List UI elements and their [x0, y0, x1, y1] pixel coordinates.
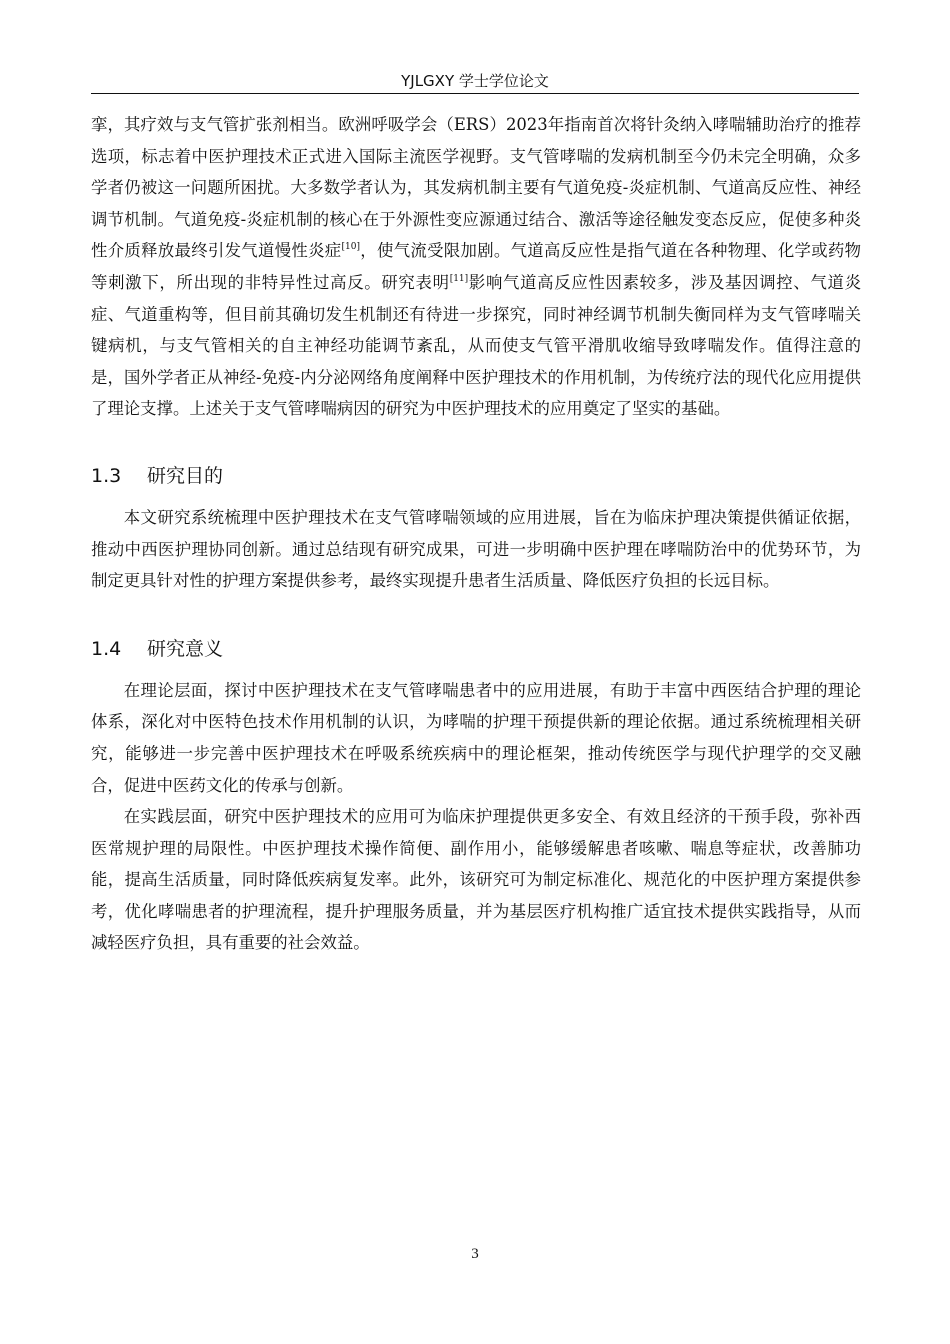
section-title: 研究目的 [147, 464, 224, 487]
intro-text-part-3: 影响气道高反应性因素较多，涉及基因调控、气道炎症、气道重构等，但目前其确切发生机制还有待进一步探究，同时神经调节机制失衡同样为支气管哮喘关键病机，与支气管相关的自主神经功能调节紊乱，从而使支气管平滑肌收缩导致哮喘发作。值得注意的是，国外学者正从神经-免疫-内分泌网络角度阐释中医护理技术的作用机制，为传统疗法的现代化应用提供了理论支撑。上述关于支气管哮喘病因的研究为中医护理技术的应用奠定了坚实的基础。 [91, 272, 862, 419]
practical-significance-paragraph: 在实践层面，研究中医护理技术的应用可为临床护理提供更多安全、有效且经济的干预手段，弥补西医常规护理的局限性。中医护理技术操作简便、副作用小，能够缓解患者咳嗽、喘息等症状，改善肺功能，提高生活质量，同时降低疾病复发率。此外，该研究可为制定标准化、规范化的中医护理方案提供参考，优化哮喘患者的护理流程，提升护理服务质量，并为基层医疗机构推广适宜技术提供实践指导，从而减轻医疗负担，具有重要的社会效益。 [91, 807, 861, 953]
research-purpose-paragraph: 本文研究系统梳理中医护理技术在支气管哮喘领域的应用进展，旨在为临床护理决策提供循证依据，推动中西医护理协同创新。通过总结现有研究成果，可进一步明确中医护理在哮喘防治中的优势环节，为制定更具针对性的护理方案提供参考，最终实现提升患者生活质量、降低医疗负担的长远目标。 [91, 507, 861, 591]
running-header: YJLGXY 学士学位论文 [401, 72, 549, 90]
header-rule [91, 93, 859, 94]
intro-text-part-2: ，使气流受限加剧。气道高反应性是指气道在各种物理、化学或药物等刺激下，所出现的非特异性过高反。研究表明 [91, 241, 862, 292]
section-heading-1-3 [91, 462, 861, 490]
section-title: 研究意义 [147, 637, 224, 660]
citation-10[interactable]: [10] [341, 242, 360, 253]
section-heading-1-4 [91, 635, 861, 663]
section-number: 1.3 [91, 464, 122, 487]
intro-text-part-1: 挛，其疗效与支气管扩张剂相当。欧洲呼吸学会（ERS）2023年指南首次将针灸纳入哮喘辅助治疗的推荐选项，标志着中医护理技术正式进入国际主流医学视野。支气管哮喘的发病机制至今仍未完全明确，众多学者仍被这一问题所困扰。大多数学者认为，其发病机制主要有气道免疫-炎症机制、气道高反应性、神经调节机制。气道免疫-炎症机制的核心在于外源性变应源通过结合、激活等途径触发变态反应，促使多种炎性介质释放最终引发气道慢性炎症 [91, 115, 861, 261]
intro-paragraph [91, 109, 861, 425]
page-body [91, 109, 861, 959]
theoretical-significance-paragraph: 在理论层面，探讨中医护理技术在支气管哮喘患者中的应用进展，有助于丰富中西医结合护理的理论体系，深化对中医特色技术作用机制的认识，为哮喘的护理干预提供新的理论依据。通过系统梳理相关研究，能够进一步完善中医护理技术在呼吸系统疾病中的理论框架，推动传统医学与现代护理学的交叉融合，促进中医药文化的传承与创新。 [91, 680, 861, 795]
page-number: 3 [471, 1246, 479, 1262]
section-number: 1.4 [91, 637, 122, 660]
citation-11[interactable]: [11] [449, 273, 469, 284]
